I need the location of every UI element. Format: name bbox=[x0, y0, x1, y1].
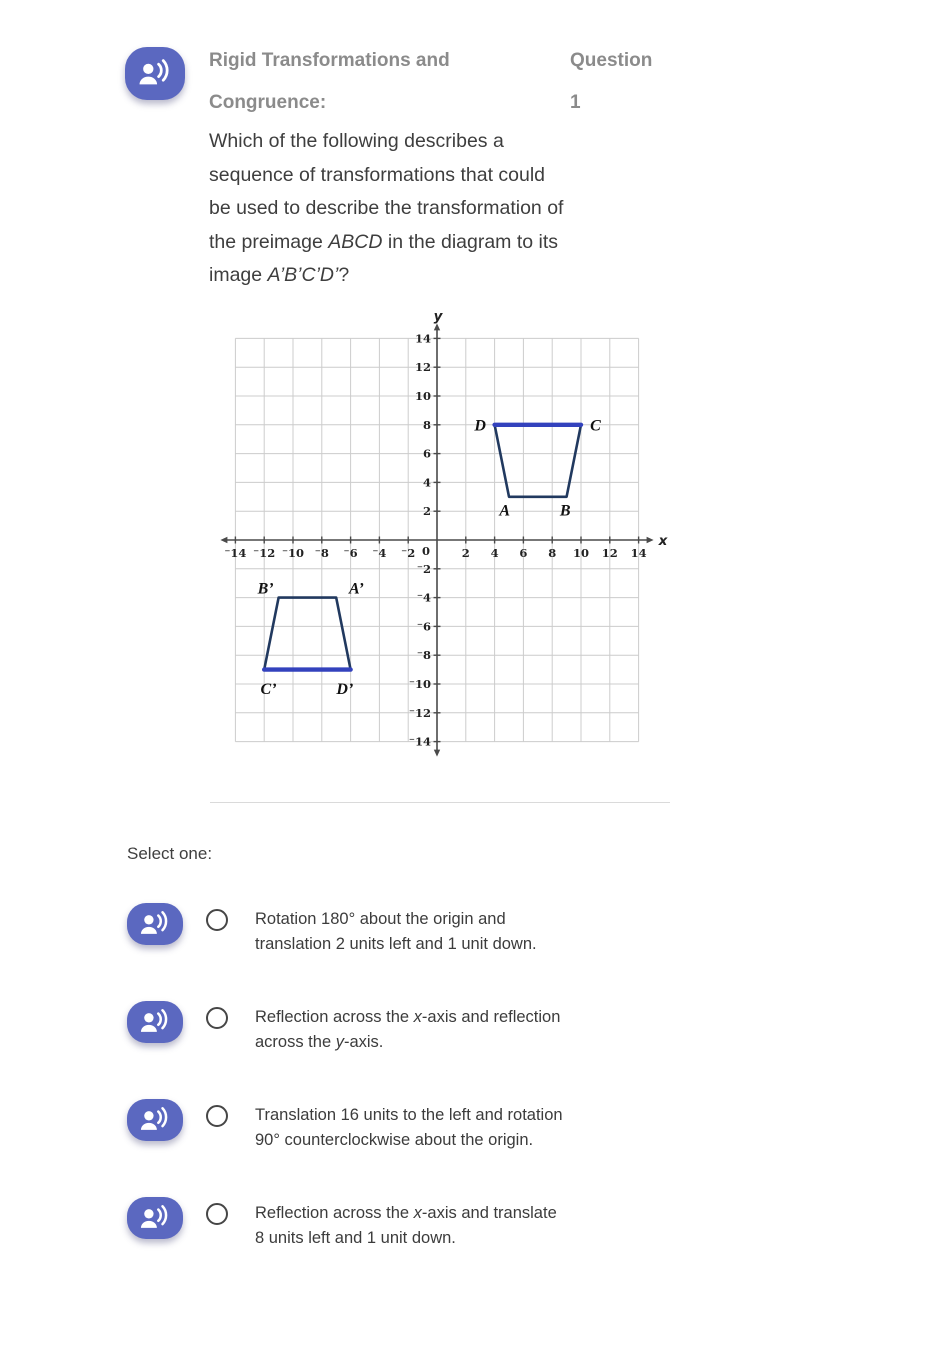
svg-text:⁻2: ⁻2 bbox=[416, 561, 431, 576]
tts-play-button-header[interactable] bbox=[125, 47, 185, 100]
svg-text:x: x bbox=[658, 533, 668, 549]
svg-text:14: 14 bbox=[414, 331, 431, 346]
person-speaking-icon bbox=[136, 1007, 174, 1037]
answer-option-2 bbox=[127, 1001, 707, 1063]
svg-text:C: C bbox=[590, 417, 601, 435]
svg-text:6: 6 bbox=[422, 446, 431, 461]
person-speaking-icon bbox=[136, 1105, 174, 1135]
svg-text:4: 4 bbox=[422, 475, 431, 490]
tts-play-button-option-1[interactable] bbox=[127, 903, 183, 945]
svg-text:⁻8: ⁻8 bbox=[314, 546, 329, 560]
svg-text:8: 8 bbox=[548, 546, 557, 560]
svg-text:⁻6: ⁻6 bbox=[343, 546, 358, 560]
svg-text:⁻4: ⁻4 bbox=[416, 590, 431, 605]
svg-text:⁻12: ⁻12 bbox=[408, 705, 431, 720]
tts-play-button-option-3[interactable] bbox=[127, 1099, 183, 1141]
svg-text:14: 14 bbox=[630, 546, 647, 560]
option-1-label[interactable]: Rotation 180° about the origin and translation 2 units left and 1 unit down. bbox=[255, 910, 537, 953]
svg-text:0: 0 bbox=[421, 544, 430, 558]
svg-text:C’: C’ bbox=[260, 681, 277, 699]
svg-text:⁻10: ⁻10 bbox=[281, 546, 305, 560]
quiz-title bbox=[209, 40, 559, 124]
person-speaking-icon bbox=[134, 57, 176, 90]
svg-text:D’: D’ bbox=[336, 681, 354, 699]
select-one-label: Select one: bbox=[127, 844, 213, 863]
person-speaking-icon bbox=[136, 1203, 174, 1233]
question-number: 1 bbox=[570, 92, 581, 113]
svg-text:⁻4: ⁻4 bbox=[372, 546, 387, 560]
svg-text:⁻6: ⁻6 bbox=[416, 619, 431, 634]
svg-text:12: 12 bbox=[414, 360, 431, 375]
svg-text:D: D bbox=[474, 417, 486, 435]
svg-text:10: 10 bbox=[572, 546, 590, 560]
svg-text:6: 6 bbox=[519, 546, 528, 560]
svg-text:A’: A’ bbox=[348, 580, 364, 598]
svg-text:B’: B’ bbox=[257, 580, 274, 598]
svg-text:⁻14: ⁻14 bbox=[408, 734, 431, 749]
svg-text:8: 8 bbox=[422, 417, 431, 432]
coordinate-grid-diagram bbox=[220, 305, 670, 760]
answer-option-1 bbox=[127, 903, 707, 965]
svg-text:2: 2 bbox=[461, 546, 470, 560]
svg-text:⁻12: ⁻12 bbox=[253, 546, 276, 560]
tts-play-button-option-2[interactable] bbox=[127, 1001, 183, 1043]
person-speaking-icon bbox=[136, 909, 174, 939]
radio-option-2[interactable] bbox=[206, 1007, 228, 1029]
svg-text:4: 4 bbox=[490, 546, 499, 560]
option-4-label[interactable]: Reflection across the x-axis and translate 8 units left and 1 unit down. bbox=[255, 1204, 557, 1247]
question-word: Question bbox=[570, 50, 653, 71]
svg-text:⁻2: ⁻2 bbox=[401, 546, 416, 560]
question-number-label bbox=[570, 40, 690, 124]
answer-option-4 bbox=[127, 1197, 707, 1259]
question-text: Which of the following describes a sequence of transformations that could be used to describe the transformation of the preimage ABCD in the diagram to its image A’B’C’D’? bbox=[209, 130, 564, 286]
tts-play-button-option-4[interactable] bbox=[127, 1197, 183, 1239]
quiz-title-line2: Congruence: bbox=[209, 92, 327, 113]
radio-option-1[interactable] bbox=[206, 909, 228, 931]
svg-text:⁻8: ⁻8 bbox=[416, 648, 431, 663]
radio-option-4[interactable] bbox=[206, 1203, 228, 1225]
option-2-label[interactable]: Reflection across the x-axis and reflection across the y-axis. bbox=[255, 1008, 561, 1051]
svg-text:y: y bbox=[433, 308, 443, 325]
divider bbox=[210, 802, 670, 803]
radio-option-3[interactable] bbox=[206, 1105, 228, 1127]
svg-text:B: B bbox=[559, 502, 571, 520]
answer-option-3 bbox=[127, 1099, 707, 1161]
svg-text:⁻14: ⁻14 bbox=[224, 546, 247, 560]
quiz-title-line1: Rigid Transformations and bbox=[209, 50, 450, 71]
svg-text:10: 10 bbox=[414, 389, 431, 403]
svg-text:2: 2 bbox=[422, 504, 431, 519]
svg-text:⁻10: ⁻10 bbox=[408, 677, 431, 691]
svg-text:12: 12 bbox=[601, 546, 618, 560]
option-3-label[interactable]: Translation 16 units to the left and rotation 90° counterclockwise about the origin. bbox=[255, 1106, 563, 1149]
svg-text:A: A bbox=[499, 502, 511, 520]
